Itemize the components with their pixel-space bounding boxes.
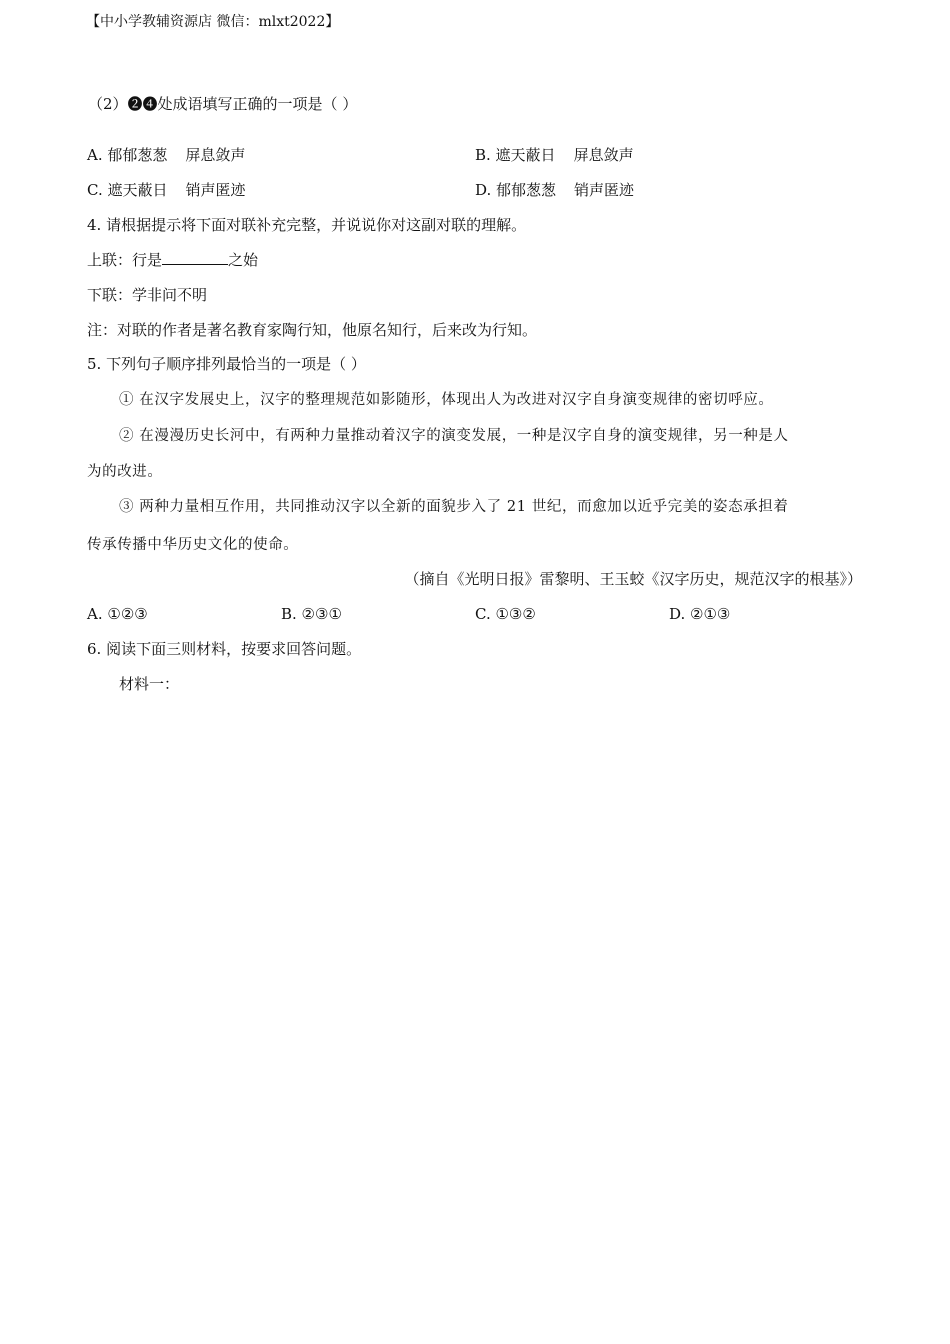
q2-option-c-label: C. 遮天蔽日 xyxy=(87,181,168,199)
couplet-upper xyxy=(87,250,258,270)
q2-option-a-label: A. 郁郁葱葱 xyxy=(87,146,168,164)
q2-option-b-label: B. 遮天蔽日 xyxy=(475,146,556,164)
question-2-stem: （2）❷❹处成语填写正确的一项是（ ） xyxy=(88,95,358,113)
couplet-blank[interactable] xyxy=(162,250,228,265)
sentence-3-line-1: ③ 两种力量相互作用，共同推动汉字以全新的面貌步入了 21 世纪，而愈加以近乎完美的姿态承担着 xyxy=(119,499,789,515)
couplet-note: 注：对联的作者是著名教育家陶行知，他原名知行，后来改为行知。 xyxy=(87,321,538,339)
q5-option-b[interactable]: B. ②③① xyxy=(281,605,342,623)
q2-option-d-second: 销声匿迹 xyxy=(574,181,635,199)
couplet-upper-prefix: 上联：行是 xyxy=(87,251,163,269)
q5-option-c[interactable]: C. ①③② xyxy=(475,605,536,623)
q2-option-a-second: 屏息敛声 xyxy=(185,146,246,164)
q5-option-d[interactable]: D. ②①③ xyxy=(669,605,731,623)
couplet-upper-suffix: 之始 xyxy=(228,251,259,269)
question-5-stem: 5. 下列句子顺序排列最恰当的一项是（ ） xyxy=(87,355,366,373)
q2-option-d-label: D. 郁郁葱葱 xyxy=(475,181,557,199)
material-1-label: 材料一： xyxy=(119,675,180,693)
q2-option-b-second: 屏息敛声 xyxy=(573,146,634,164)
q2-option-c-second: 销声匿迹 xyxy=(185,181,246,199)
sentence-2-line-1: ② 在漫漫历史长河中，有两种力量推动着汉字的演变发展，一种是汉字自身的演变规律，另一种是人 xyxy=(119,428,789,444)
sentence-3-line-2: 传承传播中华历史文化的使命。 xyxy=(87,537,299,553)
source-citation: （摘自《光明日报》雷黎明、王玉蛟《汉字历史，规范汉字的根基》） xyxy=(404,570,862,588)
q2-option-c[interactable] xyxy=(87,180,246,200)
page-header: 【中小学教辅资源店 微信：mlxt2022】 xyxy=(86,14,340,30)
q5-option-a[interactable]: A. ①②③ xyxy=(87,605,148,623)
sentence-2-line-2: 为的改进。 xyxy=(87,464,163,480)
q2-option-a[interactable] xyxy=(87,145,245,165)
q2-option-d[interactable] xyxy=(475,180,634,200)
q2-option-b[interactable] xyxy=(475,145,634,165)
question-6-stem: 6. 阅读下面三则材料，按要求回答问题。 xyxy=(87,640,362,658)
question-4-stem: 4. 请根据提示将下面对联补充完整，并说说你对这副对联的理解。 xyxy=(87,216,527,234)
couplet-lower: 下联：学非问不明 xyxy=(87,286,208,304)
sentence-1: ① 在汉字发展史上，汉字的整理规范如影随形，体现出人为改进对汉字自身演变规律的密切呼应。 xyxy=(119,392,774,408)
